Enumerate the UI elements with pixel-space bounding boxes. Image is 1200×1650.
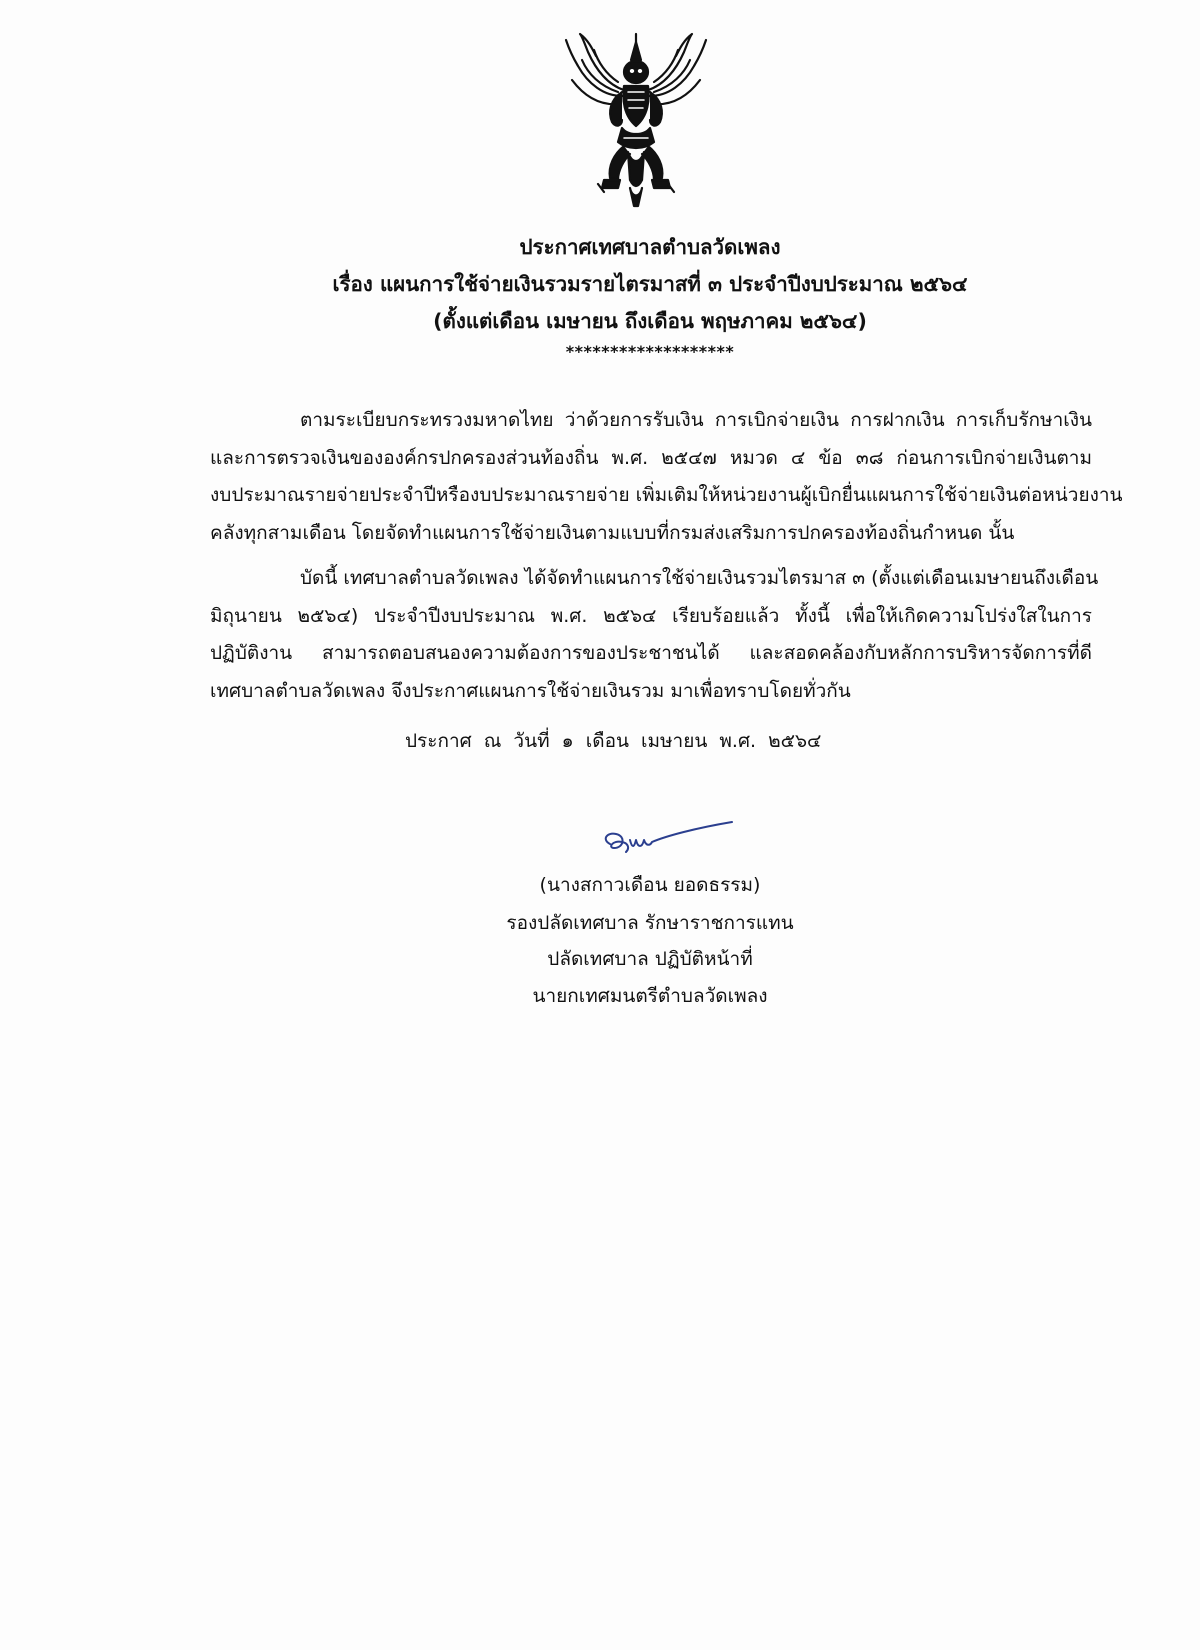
paragraph-line: เทศบาลตำบลวัดเพลง จึงประกาศแผนการใช้จ่ายเงินรวม มาเพื่อทราบโดยทั่วกัน [210,679,851,702]
signer-position: ปลัดเทศบาล ปฏิบัติหน้าที่ [547,948,753,970]
paragraph-line: มิถุนายน ๒๕๖๔) ประจำปีงบประมาณ พ.ศ. ๒๕๖๔ เรียบร้อยแล้ว ทั้งนี้ เพื่อให้เกิดความโปร่งใสในการ [210,604,1092,627]
body-paragraph-1 [210,402,1123,552]
handwritten-signature [596,818,736,862]
document-subject: เรื่อง แผนการใช้จ่ายเงินรวมรายไตรมาสที่ ๓ ประจำปีงบประมาณ ๒๕๖๔ [332,272,968,296]
paragraph-line: ปฏิบัติงาน สามารถตอบสนองความต้องการของประชาชนได้ และสอดคล้องกับหลักการบริหารจัดการที่ดี [210,642,1092,664]
body-paragraph-2 [210,560,1099,710]
document-period: (ตั้งแต่เดือน เมษายน ถึงเดือน พฤษภาคม ๒๕๖๔) [433,309,867,333]
signer-position: นายกเทศมนตรีตำบลวัดเพลง [532,985,768,1007]
announcement-date: ประกาศ ณ วันที่ ๑ เดือน เมษายน พ.ศ. ๒๕๖๔ [405,730,822,752]
paragraph-line: ตามระเบียบกระทรวงมหาดไทย ว่าด้วยการรับเงิน การเบิกจ่ายเงิน การฝากเงิน การเก็บรักษาเงิน [300,409,1092,431]
paragraph-line: บัดนี้ เทศบาลตำบลวัดเพลง ได้จัดทำแผนการใช้จ่ายเงินรวมไตรมาส ๓ (ตั้งแต่เดือนเมษายนถึงเดือน [300,567,1099,589]
title-divider: ******************* [565,342,735,361]
paragraph-line: งบประมาณรายจ่ายประจำปีหรืองบประมาณรายจ่าย เพิ่มเติมให้หน่วยงานผู้เบิกยื่นแผนการใช้จ่ายเงินต่อหน่วยงาน [210,484,1123,506]
signer-position: รองปลัดเทศบาล รักษาราชการแทน [506,912,794,934]
document-title: ประกาศเทศบาลตำบลวัดเพลง [519,235,781,259]
signer-name: (นางสกาวเดือน ยอดธรรม) [539,874,761,896]
paragraph-line: และการตรวจเงินขององค์กรปกครองส่วนท้องถิ่น พ.ศ. ๒๕๔๗ หมวด ๔ ข้อ ๓๘ ก่อนการเบิกจ่ายเงินตาม [210,446,1092,469]
paragraph-line: คลังทุกสามเดือน โดยจัดทำแผนการใช้จ่ายเงินตามแบบที่กรมส่งเสริมการปกครองท้องถิ่นกำหนด นั้น [210,521,1015,544]
garuda-emblem [558,30,714,210]
